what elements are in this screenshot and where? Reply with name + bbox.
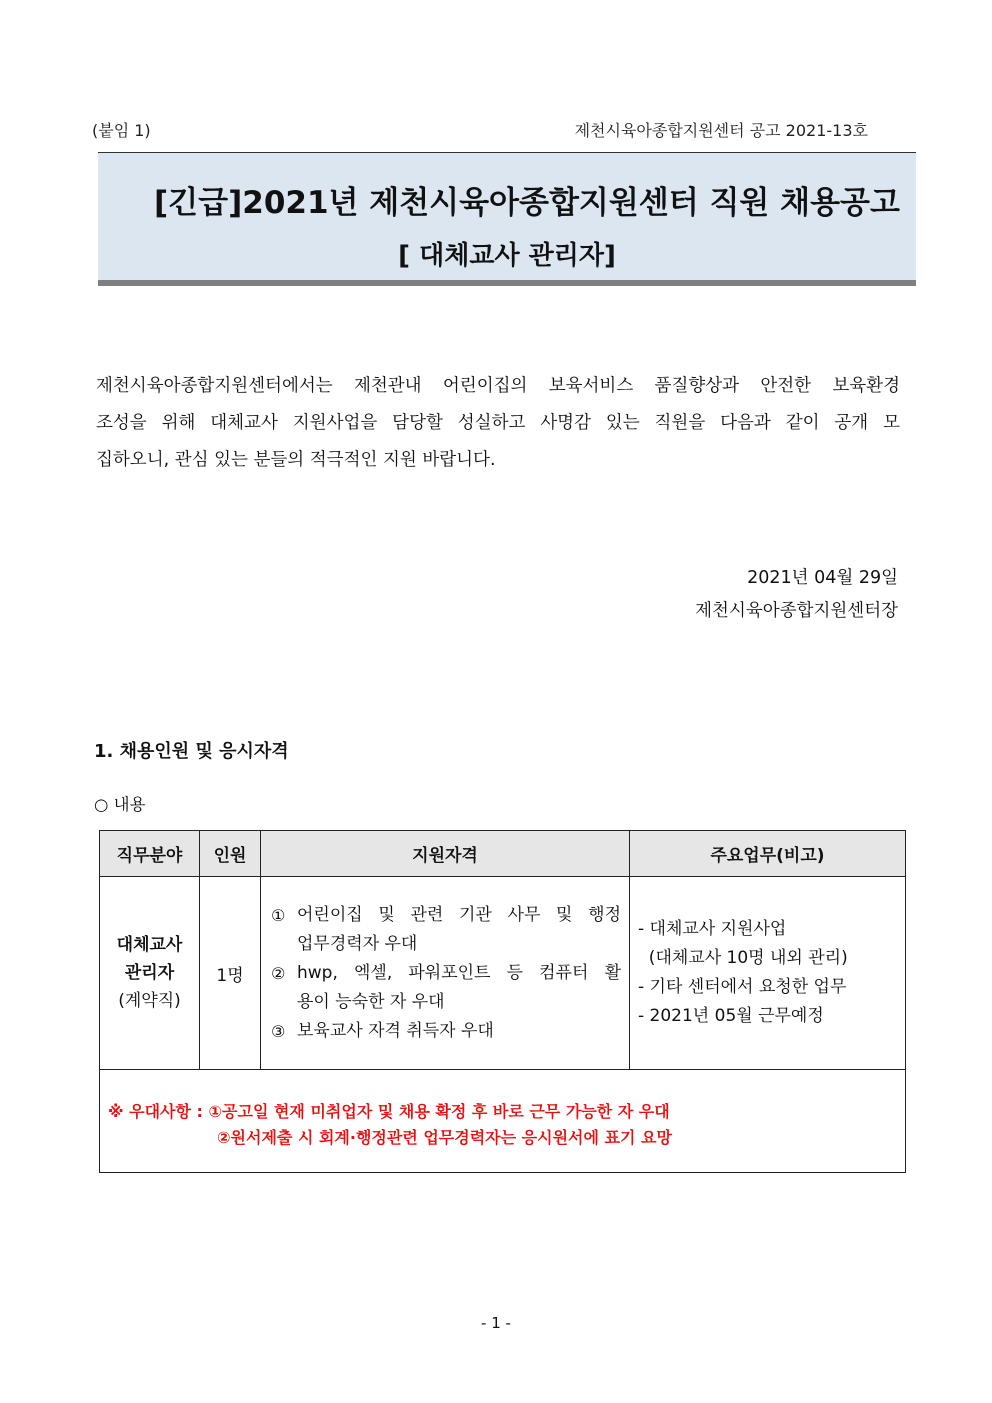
announcement-date: 2021년 04월 29일 — [747, 568, 898, 588]
title-banner — [98, 152, 916, 280]
job-field-line: 대체교사 — [116, 935, 183, 955]
table-header: 주요업무(비고) — [630, 831, 906, 877]
qualifications-cell — [261, 877, 630, 1070]
table-header: 직무분야 — [100, 831, 200, 877]
qualification-item — [271, 959, 621, 1017]
duty-line: (대체교사 10명 내외 관리) — [638, 948, 848, 968]
note-row — [100, 1070, 906, 1173]
duty-line: - 2021년 05월 근무예정 — [638, 1006, 824, 1026]
qualification-text: 업무경력자 우대 — [297, 933, 418, 954]
notice-number: 제천시육아종합지원센터 공고 2021-13호 — [574, 121, 868, 140]
item-number: ② — [271, 963, 286, 983]
job-field-cell — [100, 877, 200, 1070]
job-field-line: 관리자 — [124, 963, 175, 983]
note-line: ②원서제출 시 회계·행정관련 업무경력자는 응시원서에 표기 요망 — [217, 1128, 672, 1147]
page-title: [긴급]2021년 제천시육아종합지원센터 직원 채용공고 — [154, 185, 900, 221]
preference-note — [100, 1070, 906, 1173]
duties-cell — [630, 877, 906, 1070]
item-number: ③ — [271, 1021, 286, 1041]
qualification-text: 어린이집 및 관련 기관 사무 및 행정 — [297, 904, 621, 925]
qualification-text: hwp, 엑셀, 파워포인트 등 컴퓨터 활 — [297, 962, 621, 983]
table-header: 지원자격 — [261, 831, 630, 877]
section-subheading: ○ 내용 — [94, 795, 146, 814]
duty-line: - 대체교사 지원사업 — [638, 919, 787, 939]
qualification-text: 보육교사 자격 취득자 우대 — [297, 1020, 494, 1041]
table-header: 인원 — [200, 831, 261, 877]
title-underline — [98, 280, 916, 286]
page-subtitle: [ 대체교사 관리자] — [398, 241, 616, 271]
table-header-row — [100, 831, 906, 877]
job-type: (계약직) — [118, 991, 181, 1011]
page-number: - 1 - — [481, 1314, 511, 1332]
table-row — [100, 877, 906, 1070]
note-line: ※ 우대사항 : ①공고일 현재 미취업자 및 채용 확정 후 바로 근무 가능한 자 우대 — [108, 1102, 670, 1121]
intro-line: 조성을 위해 대체교사 지원사업을 담당할 성실하고 사명감 있는 직원을 다음과 같이 공개 모 — [96, 413, 900, 433]
intro-paragraph — [96, 368, 900, 479]
intro-line: 제천시육아종합지원센터에서는 제천관내 어린이집의 보육서비스 품질향상과 안전한 보육환경 — [96, 376, 900, 396]
item-number: ① — [271, 905, 286, 925]
attachment-label: (붙임 1) — [92, 121, 151, 140]
duty-line: - 기타 센터에서 요청한 업무 — [638, 977, 847, 997]
recruitment-table — [99, 830, 906, 1173]
intro-line: 집하오니, 관심 있는 분들의 적극적인 지원 바랍니다. — [96, 450, 496, 470]
section-heading: 1. 채용인원 및 응시자격 — [94, 741, 289, 762]
qualification-item — [271, 901, 621, 959]
headcount-cell: 1명 — [200, 877, 261, 1070]
issuer: 제천시육아종합지원센터장 — [695, 601, 898, 621]
qualification-text: 용이 능숙한 자 우대 — [297, 991, 445, 1012]
qualification-item — [271, 1017, 621, 1046]
